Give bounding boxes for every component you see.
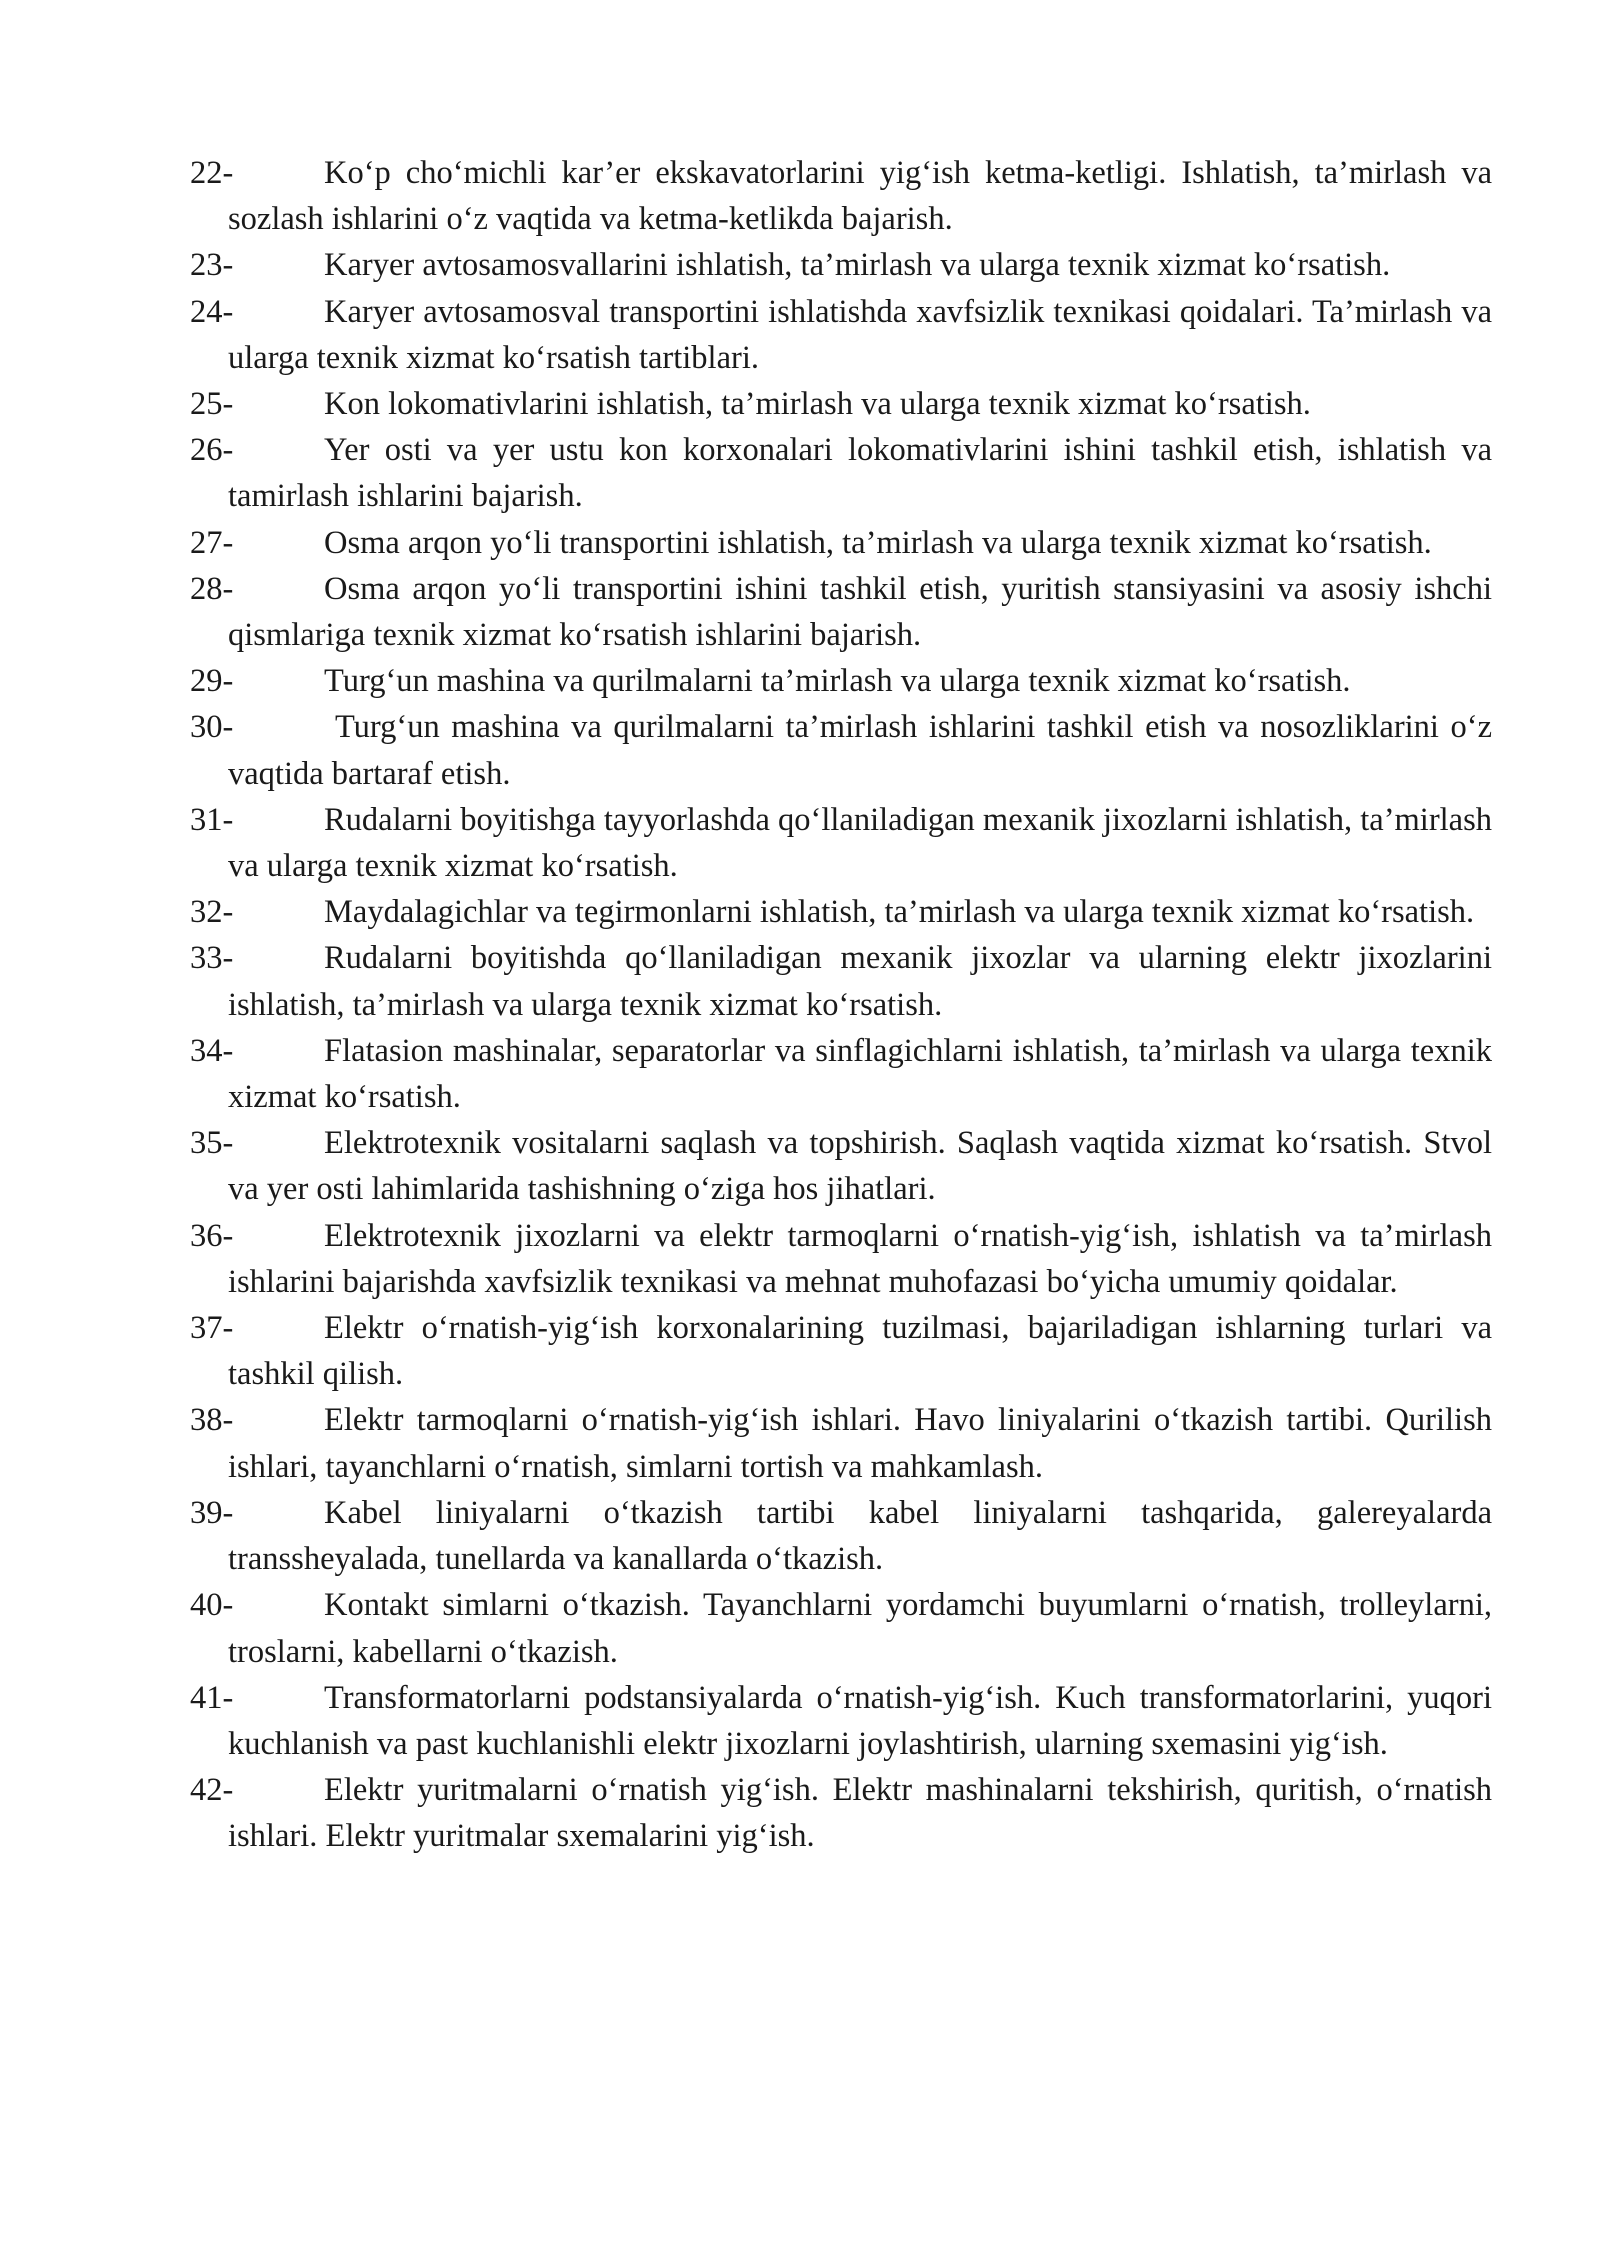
list-item <box>190 935 1492 1027</box>
item-text: Transformatorlarni podstansiyalarda oʻrnatish-yigʻish. Kuch transformatorlarini, yuqori kuchlanish va past kuchlanishli elektr jixozlarni joylashtirish, ularning sxemasini yigʻish. <box>228 1679 1492 1762</box>
item-text: Elektr oʻrnatish-yigʻish korxonalarining tuzilmasi, bajariladigan ishlarning turlari va tashkil qilish. <box>228 1310 1492 1393</box>
list-item <box>190 704 1492 796</box>
item-number: 36- <box>190 1217 234 1254</box>
item-text: Rudalarni boyitishda qoʻllaniladigan mexanik jixozlar va ularning elektr jixozlarini ishlatish, ta’mirlash va ularga texnik xizmat koʻrsatish. <box>228 940 1492 1023</box>
item-number: 40- <box>190 1587 234 1624</box>
item-number: 35- <box>190 1125 234 1162</box>
list-item <box>190 1582 1492 1674</box>
list-item <box>190 1028 1492 1120</box>
item-number: 39- <box>190 1494 234 1531</box>
item-number: 29- <box>190 663 234 700</box>
item-number: 42- <box>190 1772 234 1809</box>
list-item <box>190 1675 1492 1767</box>
list-item <box>190 289 1492 381</box>
item-text: Flatasion mashinalar, separatorlar va sinflagichlarni ishlatish, ta’mirlash va ularga texnik xizmat koʻrsatish. <box>228 1032 1492 1116</box>
item-text: Elektr tarmoqlarni oʻrnatish-yigʻish ishlari. Havo liniyalarini oʻtkazish tartibi. Qurilish ishlari, tayanchlarni oʻrnatish, simlarni tortish va mahkamlash. <box>228 1402 1492 1485</box>
list-item <box>190 1305 1492 1397</box>
item-number: 30- <box>190 709 234 746</box>
item-number: 26- <box>190 432 234 469</box>
item-text: Osma arqon yoʻli transportini ishini tashkil etish, yuritish stansiyasini va asosiy ishchi qismlariga texnik xizmat koʻrsatish ishlarini bajarish. <box>228 570 1492 654</box>
list-item <box>190 520 1492 566</box>
item-text: Karyer avtosamosval transportini ishlatishda xavfsizlik texnikasi qoidalari. Ta’mirlash va ularga texnik xizmat koʻrsatish tartiblari. <box>228 293 1492 376</box>
list-item <box>190 1397 1492 1489</box>
list-item <box>190 427 1492 519</box>
item-number: 31- <box>190 801 234 838</box>
item-number: 25- <box>190 386 234 423</box>
item-text: Turgʻun mashina va qurilmalarni ta’mirlash ishlarini tashkil etish va nosozliklarini oʻz vaqtida bartaraf etish. <box>228 709 1492 792</box>
list-item <box>190 1767 1492 1859</box>
item-text: Elektrotexnik vositalarni saqlash va topshirish. Saqlash vaqtida xizmat koʻrsatish. Stvol va yer osti lahimlarida tashishning oʻziga hos jihatlari. <box>228 1125 1492 1208</box>
item-number: 32- <box>190 894 234 931</box>
item-number: 41- <box>190 1679 234 1716</box>
item-text: Maydalagichlar va tegirmonlarni ishlatish, ta’mirlash va ularga texnik xizmat koʻrsatish. <box>324 894 1475 931</box>
item-number: 22- <box>190 155 234 191</box>
item-number: 24- <box>190 293 234 330</box>
item-number: 23- <box>190 247 234 284</box>
list-item <box>190 242 1492 288</box>
list-item <box>190 797 1492 889</box>
list-item <box>190 150 1492 242</box>
item-number: 27- <box>190 524 234 561</box>
list-item <box>190 658 1492 704</box>
list-item <box>190 1490 1492 1582</box>
topic-list <box>190 150 1492 1860</box>
item-number: 33- <box>190 940 234 977</box>
item-text: Yer osti va yer ustu kon korxonalari lokomativlarini ishini tashkil etish, ishlatish va tamirlash ishlarini bajarish. <box>228 432 1492 515</box>
item-number: 37- <box>190 1310 234 1347</box>
item-text: Elektrotexnik jixozlarni va elektr tarmoqlarni oʻrnatish-yigʻish, ishlatish va ta’mirlash ishlarini bajarishda xavfsizlik texnikasi va mehnat muhofazasi boʻyicha umumiy qoidalar. <box>228 1217 1492 1300</box>
item-text: Osma arqon yoʻli transportini ishlatish, ta’mirlash va ularga texnik xizmat koʻrsatish. <box>324 524 1432 561</box>
item-text: Elektr yuritmalarni oʻrnatish yigʻish. Elektr mashinalarni tekshirish, quritish, oʻrnatish ishlari. Elektr yuritmalar sxemalarini yigʻish. <box>228 1772 1492 1855</box>
list-item <box>190 889 1492 935</box>
item-text: Kontakt simlarni oʻtkazish. Tayanchlarni yordamchi buyumlarni oʻrnatish, trolleylarni, troslarni, kabellarni oʻtkazish. <box>228 1587 1492 1670</box>
item-text: Turgʻun mashina va qurilmalarni ta’mirlash va ularga texnik xizmat koʻrsatish. <box>324 663 1351 700</box>
item-text: Kon lokomativlarini ishlatish, ta’mirlash va ularga texnik xizmat koʻrsatish. <box>324 386 1311 423</box>
list-item <box>190 1213 1492 1305</box>
item-text: Kabel liniyalarni oʻtkazish tartibi kabel liniyalarni tashqarida, galereyalarda transsheyalada, tunellarda va kanallarda oʻtkazish. <box>228 1494 1492 1578</box>
item-number: 28- <box>190 570 234 607</box>
item-text: Karyer avtosamosvallarini ishlatish, ta’mirlash va ularga texnik xizmat koʻrsatish. <box>324 247 1391 284</box>
list-item <box>190 1120 1492 1212</box>
list-item <box>190 566 1492 658</box>
item-number: 34- <box>190 1032 234 1069</box>
list-item <box>190 381 1492 427</box>
item-text: Rudalarni boyitishga tayyorlashda qoʻllaniladigan mexanik jixozlarni ishlatish, ta’mirlash va ularga texnik xizmat koʻrsatish. <box>228 801 1492 885</box>
item-number: 38- <box>190 1402 234 1439</box>
item-text: Koʻp choʻmichli kar’er ekskavatorlarini yigʻish ketma-ketligi. Ishlatish, ta’mirlash va sozlash ishlarini oʻz vaqtida va ketma-ketlikda bajarish. <box>228 155 1492 238</box>
